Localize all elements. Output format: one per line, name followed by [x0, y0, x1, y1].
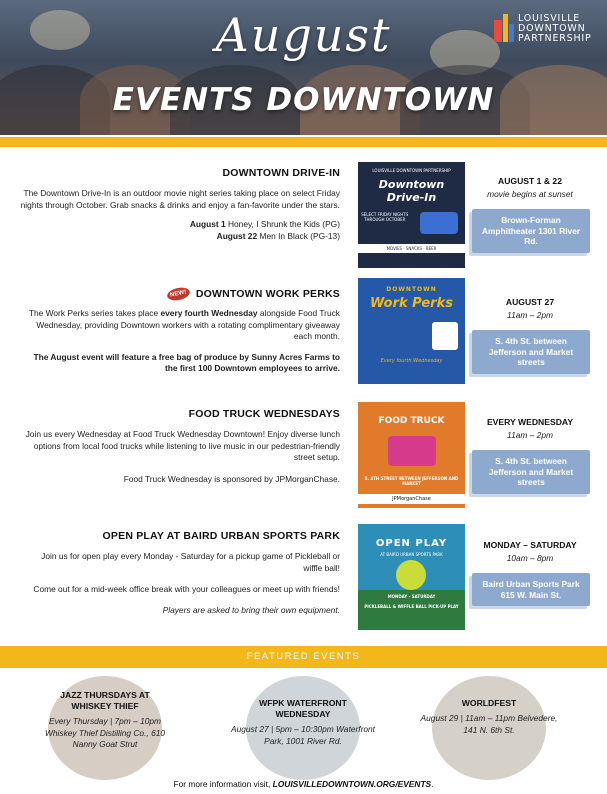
event-sponsor: Food Truck Wednesday is sponsored by JPMorganChase.: [123, 473, 340, 484]
event-location: Brown-Forman Amphitheater 1301 River Rd.: [472, 209, 590, 253]
new-badge: NEW!: [166, 286, 191, 302]
gold-divider: [0, 137, 607, 147]
pickleball-icon: [396, 560, 426, 590]
work-perks-poster: DOWNTOWN Work Perks Every fourth Wednesday: [358, 278, 465, 384]
event-date: AUGUST 1 & 22: [498, 176, 562, 186]
event-description: Join us every Wednesday at Food Truck Wednesday Downtown! Enjoy diverse lunch options from local food trucks while listening to live music in our pedestrian-friendly street setup.: [25, 429, 340, 462]
event-description: Join us for open play every Monday - Saturday for a pickup game of Pickleball or wiffle ball!: [41, 551, 340, 573]
event-screening-2: August 22 Men In Black (PG-13): [216, 230, 340, 241]
header-main-title: EVENTS DOWNTOWN: [112, 82, 495, 118]
event-location: S. 4th St. between Jefferson and Market streets: [472, 330, 590, 374]
event-date: AUGUST 27: [505, 297, 555, 307]
header-banner: [0, 0, 607, 135]
header-script-title: August: [215, 8, 392, 62]
ldp-logo: [494, 14, 592, 44]
car-icon: [420, 212, 458, 234]
event-description: The Work Perks series takes place every fourth Wednesday alongside Food Truck Wednesday, providing Downtown workers with a rotating complimentary giveaway each month.: [28, 308, 340, 342]
featured-item-worldfest: [404, 676, 574, 736]
event-screening-1: August 1 Honey, I Shrunk the Kids (PG): [189, 219, 340, 229]
featured-details: August 27 | 5pm – 10:30pm Waterfront Park, 1001 River Rd.: [230, 724, 375, 746]
featured-item-wfpk-waterfront: [218, 676, 388, 747]
event-date: EVERY WEDNESDAY: [486, 417, 574, 427]
featured-details: Every Thursday | 7pm – 10pm Whiskey Thief Distilling Co., 610 Nanny Goat Strut: [44, 716, 166, 749]
event-time: movie begins at sunset: [487, 189, 573, 199]
event-location: S. 4th St. between Jefferson and Market streets: [472, 450, 590, 494]
event-description: The Downtown Drive-In is an outdoor movie night series taking place on select Friday nights through October. Grab snacks & drinks and enjoy a fan-favorite under the stars.: [20, 188, 340, 210]
featured-title: WFPK WATERFRONT WEDNESDAY: [259, 698, 347, 719]
event-time: 11am – 2pm: [507, 430, 553, 440]
event-location: Baird Urban Sports Park 615 W. Main St.: [472, 573, 590, 606]
food-truck-icon: [388, 436, 436, 466]
footer-info: For more information visit, LOUISVILLEDOWNTOWN.ORG/EVENTS.: [173, 779, 434, 789]
featured-item-jazz-thursdays: [20, 676, 190, 751]
event-title: NEW! DOWNTOWN WORK PERKS: [20, 288, 340, 300]
featured-title: JAZZ THURSDAYS AT WHISKEY THIEF: [60, 690, 150, 711]
ldp-logo-icon: [494, 14, 514, 42]
event-date: MONDAY – SATURDAY: [483, 540, 577, 550]
event-time: 11am – 2pm: [507, 310, 553, 320]
featured-events-heading: FEATURED EVENTS: [0, 646, 607, 668]
featured-details: August 29 | 11am – 11pm Belvedere, 141 N. 6th St.: [420, 713, 558, 735]
event-time: 10am – 8pm: [506, 553, 554, 563]
event-note: Players are asked to bring their own equipment.: [162, 604, 340, 615]
fare-tag-icon: [432, 322, 458, 350]
ldp-logo-text: LOUISVILLE DOWNTOWN PARTNERSHIP: [518, 13, 592, 44]
featured-title: WORLDFEST: [461, 698, 517, 708]
drive-in-poster: LOUISVILLE DOWNTOWN PARTNERSHIP Downtown Drive-In SELECT FRIDAY NIGHTS THROUGH OCTOBER MOVIES · SNACKS · BEER: [358, 162, 465, 268]
food-truck-poster: FOOD TRUCK S. 4TH STREET BETWEEN JEFFERSON AND MARKET JPMorganChase: [358, 402, 465, 508]
event-title: OPEN PLAY AT BAIRD URBAN SPORTS PARK: [102, 530, 340, 542]
event-description-2: Come out for a mid-week office break with your colleagues or meet up with friends!: [33, 584, 340, 594]
open-play-poster: OPEN PLAY AT BAIRD URBAN SPORTS PARK MONDAY - SATURDAY PICKLEBALL & WIFFLE BALL PICK-UP PLAY: [358, 524, 465, 630]
event-description-2: The August event will feature a free bag of produce by Sunny Acres Farms to the first 100 Downtown employees to arrive.: [33, 351, 340, 374]
event-title: DOWNTOWN DRIVE-IN: [222, 167, 340, 179]
event-title: FOOD TRUCK WEDNESDAYS: [188, 408, 340, 420]
footer-url-link[interactable]: LOUISVILLEDOWNTOWN.ORG/EVENTS: [272, 779, 432, 789]
